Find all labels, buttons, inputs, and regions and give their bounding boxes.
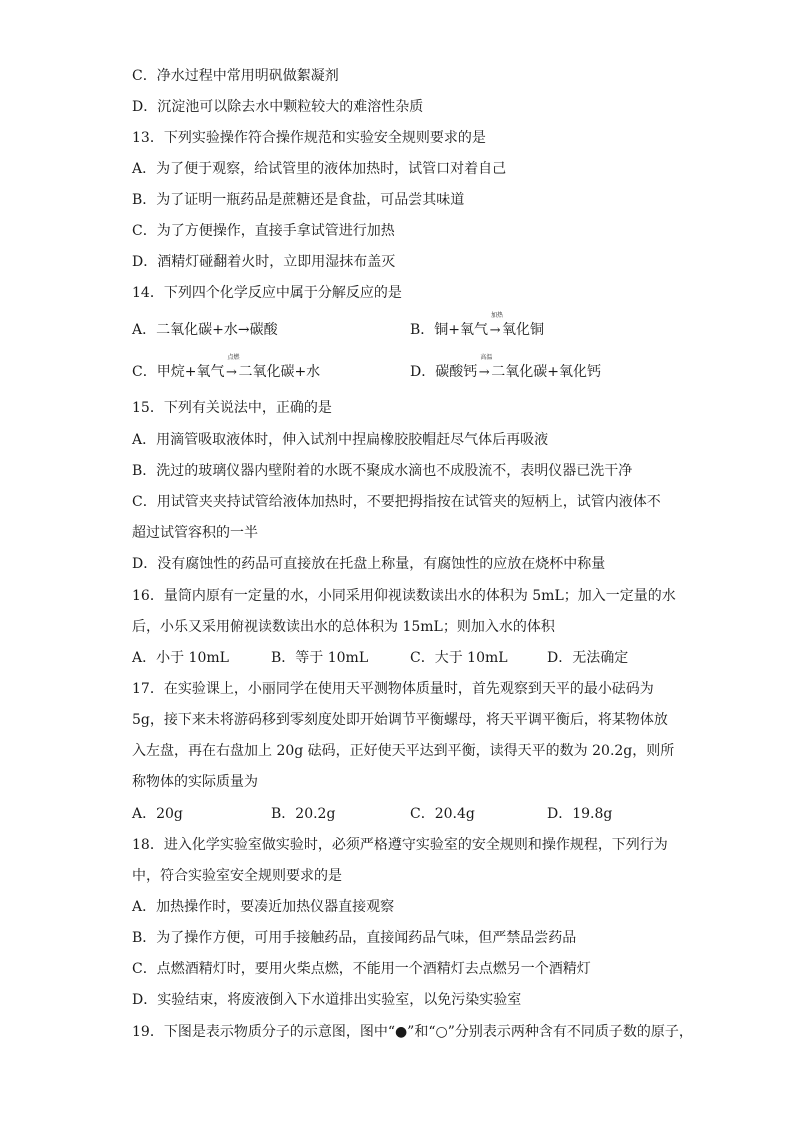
question-18-continued: 中，符合实验室安全规则要求的是 bbox=[132, 868, 342, 884]
q14-options-row-2 bbox=[132, 354, 672, 382]
q18-option-d: D．实验结束，将废液倒入下水道排出实验室，以免污染实验室 bbox=[132, 992, 522, 1008]
q14-b-products: 氧化铜 bbox=[502, 322, 545, 338]
q17-options bbox=[132, 804, 672, 824]
reaction-arrow-icon: → bbox=[478, 365, 490, 380]
q14-c-reactants: C．甲烷+氧气 bbox=[132, 364, 225, 380]
q14-b-reactants: B．铜+氧气 bbox=[410, 322, 489, 338]
question-15: 15．下列有关说法中，正确的是 bbox=[132, 400, 332, 416]
q16-option-d: D．无法确定 bbox=[547, 650, 629, 666]
condition-label: 点燃 bbox=[227, 354, 240, 361]
condition-label: 加热 bbox=[491, 312, 504, 319]
q14-d-reactants: D．碳酸钙 bbox=[410, 364, 478, 380]
q15-option-a: A．用滴管吸取液体时，伸入试剂中捏扁橡胶胶帽赶尽气体后再吸液 bbox=[132, 432, 549, 448]
q14-option-d bbox=[410, 354, 601, 383]
q13-option-d: D．酒精灯碰翻着火时，立即用湿抹布盖灭 bbox=[132, 254, 396, 270]
q16-option-b: B．等于 10mL bbox=[271, 650, 369, 666]
q14-option-b bbox=[410, 312, 545, 341]
q14-c-products: 二氧化碳+水 bbox=[238, 364, 321, 380]
q18-option-b: B．为了操作方便，可用手接触药品，直接闻药品气味，但严禁品尝药品 bbox=[132, 930, 577, 946]
q12-option-d: D．沉淀池可以除去水中颗粒较大的难溶性杂质 bbox=[132, 99, 424, 115]
q16-option-a: A．小于 10mL bbox=[132, 650, 229, 666]
q13-option-b: B．为了证明一瓶药品是蔗糖还是食盐，可品尝其味道 bbox=[132, 192, 465, 208]
condition-label: 高温 bbox=[480, 354, 493, 361]
reaction-condition bbox=[488, 312, 504, 341]
q17-option-a: A．20g bbox=[132, 806, 183, 822]
q18-option-c: C．点燃酒精灯时，要用火柴点燃，不能用一个酒精灯去点燃另一个酒精灯 bbox=[132, 961, 591, 977]
q17-option-b: B．20.2g bbox=[271, 806, 336, 822]
q15-option-c: C．用试管夹夹持试管给液体加热时，不要把拇指按在试管夹的短柄上，试管内液体不 bbox=[132, 494, 661, 510]
question-13: 13．下列实验操作符合操作规范和实验安全规则要求的是 bbox=[132, 130, 486, 146]
q15-option-c-continued: 超过试管容积的一半 bbox=[132, 525, 258, 541]
question-17-continued-2: 入左盘，再在右盘加上 20g 砝码，正好使天平达到平衡，读得天平的数为 20.2g，则所 bbox=[132, 743, 675, 759]
reaction-arrow-icon: → bbox=[226, 365, 237, 380]
reaction-arrow-icon: → bbox=[489, 323, 501, 338]
question-17-continued-3: 称物体的实际质量为 bbox=[132, 774, 258, 790]
question-17: 17．在实验课上，小丽同学在使用天平测物体质量时，首先观察到天平的最小砝码为 bbox=[132, 681, 654, 697]
question-14: 14．下列四个化学反应中属于分解反应的是 bbox=[132, 285, 402, 301]
q14-option-c bbox=[132, 354, 321, 383]
q17-option-c: C．20.4g bbox=[410, 806, 475, 822]
q16-options bbox=[132, 648, 672, 668]
q15-option-b: B．洗过的玻璃仪器内壁附着的水既不聚成水滴也不成股流不，表明仪器已洗干净 bbox=[132, 463, 633, 479]
q17-option-d: D．19.8g bbox=[547, 806, 613, 822]
q13-option-a: A．为了便于观察，给试管里的液体加热时，试管口对着自己 bbox=[132, 161, 507, 177]
reaction-condition bbox=[224, 354, 240, 383]
q18-option-a: A．加热操作时，要凑近加热仪器直接观察 bbox=[132, 899, 395, 915]
q16-option-c: C．大于 10mL bbox=[410, 650, 508, 666]
q13-option-c: C．为了方便操作，直接手拿试管进行加热 bbox=[132, 223, 395, 239]
q12-option-c: C．净水过程中常用明矾做絮凝剂 bbox=[132, 68, 339, 84]
question-17-continued-1: 5g，接下来未将游码移到零刻度处即开始调节平衡螺母，将天平调平衡后，将某物体放 bbox=[132, 712, 668, 728]
q14-d-products: 二氧化碳+氧化钙 bbox=[491, 364, 601, 380]
question-18: 18．进入化学实验室做实验时，必须严格遵守实验室的安全规则和操作规程，下列行为 bbox=[132, 837, 668, 853]
question-16-continued: 后，小乐又采用俯视读数读出水的总体积为 15mL；则加入水的体积 bbox=[132, 619, 555, 635]
question-16: 16．量筒内原有一定量的水，小同采用仰视读数读出水的体积为 5mL；加入一定量的水 bbox=[132, 588, 676, 604]
q15-option-d: D．没有腐蚀性的药品可直接放在托盘上称量，有腐蚀性的应放在烧杯中称量 bbox=[132, 556, 606, 572]
question-19: 19．下图是表示物质分子的示意图，图中“●”和“○”分别表示两种含有不同质子数的原子， bbox=[132, 1024, 693, 1040]
reaction-condition bbox=[477, 354, 493, 383]
q14-options-row-1 bbox=[132, 312, 672, 340]
q14-option-a: A．二氧化碳+水→碳酸 bbox=[132, 322, 278, 338]
